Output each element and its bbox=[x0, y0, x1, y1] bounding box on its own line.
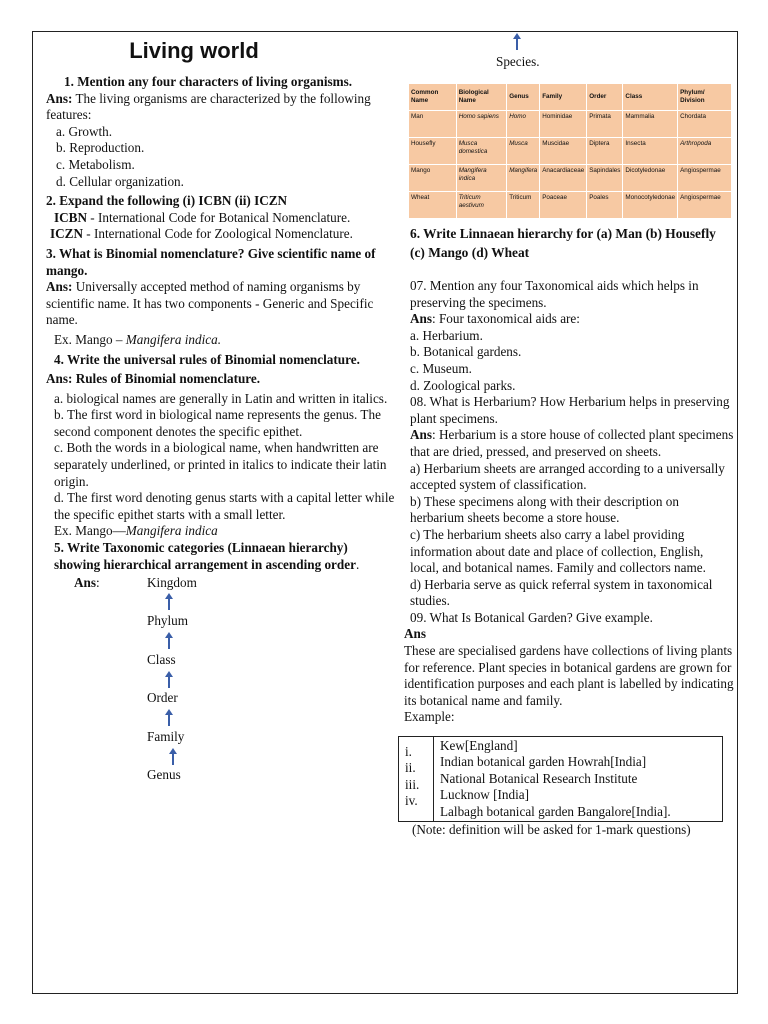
hierarchy-level-phylum: Phylum bbox=[147, 613, 189, 629]
q3-example-prefix: Ex. Mango – bbox=[54, 331, 126, 347]
q7-ans-label: Ans bbox=[410, 311, 432, 327]
garden-item: Indian botanical garden Howrah[India] bbox=[440, 754, 647, 770]
q8-question: 08. What is Herbarium? How Herbarium helps in preserving plant specimens. bbox=[410, 394, 730, 426]
q3-question: 3. What is Binomial nomenclature? Give scientific name of mango. bbox=[46, 245, 376, 278]
iczn-text: - International Code for Zoological Nomenclature. bbox=[82, 226, 353, 242]
q5-ans-colon: : bbox=[96, 575, 100, 591]
table-cell: Chordata bbox=[678, 111, 732, 138]
table-header: Biological Name bbox=[456, 84, 507, 111]
table-header: Genus bbox=[507, 84, 540, 111]
hierarchy-level-kingdom: Kingdom bbox=[147, 575, 197, 591]
q4-example-prefix: Ex. Mango— bbox=[54, 523, 126, 539]
linnaean-table bbox=[408, 83, 732, 219]
hierarchy-level-family: Family bbox=[147, 729, 185, 745]
table-cell: Mangifera bbox=[507, 165, 540, 192]
q5-question: 5. Write Taxonomic categories (Linnaean hierarchy) showing hierarchical arrangement in ascending order bbox=[54, 540, 356, 572]
table-cell: Insecta bbox=[623, 138, 678, 165]
list-numeral: iii. bbox=[405, 776, 420, 792]
table-cell: Musca domestica bbox=[456, 138, 507, 165]
q2-question: 2. Expand the following (i) ICBN (ii) ICZN bbox=[46, 193, 288, 209]
right-column bbox=[404, 83, 734, 839]
q9-ans-label: Ans bbox=[404, 626, 426, 642]
table-cell: Mango bbox=[409, 165, 457, 192]
q8-item: local, and botanical names. Family and collectors name. bbox=[410, 560, 706, 576]
q9-question: 09. What Is Botanical Garden? Give example. bbox=[410, 609, 653, 625]
q9-example-label: Example: bbox=[404, 709, 455, 725]
table-header-row bbox=[409, 84, 732, 111]
table-cell: Wheat bbox=[409, 192, 457, 219]
table-cell: Poaceae bbox=[540, 192, 587, 219]
table-cell: Homo sapiens bbox=[456, 111, 507, 138]
q7-item: b. Botanical gardens. bbox=[410, 344, 522, 360]
garden-item: Lalbagh botanical garden Bangalore[India]. bbox=[440, 803, 671, 819]
icbn-text: - International Code for Botanical Nomenclature. bbox=[86, 209, 351, 225]
page-title: Living world bbox=[129, 38, 259, 63]
q1-item: c. Metabolism. bbox=[56, 156, 135, 172]
list-numeral: i. bbox=[405, 744, 412, 760]
table-row bbox=[409, 138, 732, 165]
q8-ans-label: Ans bbox=[410, 427, 432, 443]
iczn-label: ICZN bbox=[50, 226, 83, 242]
table-cell: Man bbox=[409, 111, 457, 138]
q3-example-name: Mangifera indica. bbox=[125, 331, 222, 347]
q1-ans-label: Ans: bbox=[46, 90, 73, 106]
q2-iczn bbox=[46, 226, 396, 243]
table-row bbox=[399, 737, 723, 822]
q8-answer bbox=[410, 427, 734, 460]
q4-question: 4. Write the universal rules of Binomial nomenclature. bbox=[54, 351, 360, 367]
q9-ans-text: These are specialised gardens have collections of living plants for reference. Plant species in botanical gardens are grown for identification purposes and each plant is labelled by indicating its botanical name and family. bbox=[404, 643, 734, 708]
up-arrow-icon bbox=[164, 632, 174, 648]
table-cell: Arthropoda bbox=[678, 138, 732, 165]
q1-ans-text: The living organisms are characterized by the following features: bbox=[46, 90, 371, 123]
table-header: Phylum/ Division bbox=[678, 84, 732, 111]
q4-example bbox=[46, 523, 396, 540]
q2-icbn bbox=[46, 210, 396, 227]
table-cell: Dicotyledonae bbox=[623, 165, 678, 192]
q4-rule: d. The first word denoting genus starts with a capital letter while the specific epithet starts with a small letter. bbox=[54, 490, 395, 522]
q6-question: 6. Write Linnaean hierarchy for (a) Man (b) Housefly (c) Mango (d) Wheat bbox=[410, 226, 716, 260]
q4-ans-label: Ans bbox=[46, 371, 68, 387]
hierarchy-level-genus: Genus bbox=[147, 767, 181, 783]
table-cell: Mangifera indica bbox=[456, 165, 507, 192]
garden-item: Lucknow [India] bbox=[440, 787, 529, 803]
table-row bbox=[409, 165, 732, 192]
q5-question-end: . bbox=[355, 556, 360, 572]
table-cell: Muscidae bbox=[540, 138, 587, 165]
q7-item: a. Herbarium. bbox=[410, 327, 483, 343]
up-arrow-icon bbox=[164, 709, 174, 725]
table-cell: Hominidae bbox=[540, 111, 587, 138]
table-cell: Triticum bbox=[507, 192, 540, 219]
q7-answer bbox=[410, 311, 734, 328]
q7-ans-text: : Four taxonomical aids are: bbox=[432, 311, 580, 327]
table-header: Class bbox=[623, 84, 678, 111]
up-arrow-icon bbox=[168, 748, 178, 764]
table-cell: Sapindales bbox=[587, 165, 623, 192]
table-cell: Housefly bbox=[409, 138, 457, 165]
table-cell: Primata bbox=[587, 111, 623, 138]
botanical-gardens-table bbox=[398, 736, 723, 822]
hierarchy-level-class: Class bbox=[147, 652, 176, 668]
q8-item: d) Herbaria serve as quick referral system in taxonomical studies. bbox=[410, 576, 713, 609]
garden-item: Kew[England] bbox=[440, 738, 518, 754]
q3-ans-text: Universally accepted method of naming organisms by scientific name. It has two components - Generic and Specific name. bbox=[46, 279, 374, 328]
q7-item: c. Museum. bbox=[410, 360, 472, 376]
note: (Note: definition will be asked for 1-mark questions) bbox=[412, 822, 691, 838]
q4-rule: c. Both the words in a biological name, when handwritten are separately underlined, or printed in italics to indicate their latin origin. bbox=[54, 440, 387, 489]
table-cell: Angiospermae bbox=[678, 192, 732, 219]
up-arrow-icon bbox=[164, 593, 174, 609]
left-column bbox=[46, 36, 396, 785]
table-cell: Musca bbox=[507, 138, 540, 165]
table-row bbox=[409, 111, 732, 138]
hierarchy-level-species: Species. bbox=[496, 54, 540, 69]
up-arrow-icon bbox=[164, 671, 174, 687]
q8-ans-text: : Herbarium is a store house of collected plant specimens that are dried, pressed, and preserved on sheets. bbox=[410, 427, 734, 459]
q4-answer bbox=[46, 371, 396, 388]
table-cell: Mammalia bbox=[623, 111, 678, 138]
q8-item: c) The herbarium sheets also carry a label providing information about date and place of collection, English, bbox=[410, 526, 704, 559]
table-row bbox=[409, 192, 732, 219]
table-header: Order bbox=[587, 84, 623, 111]
table-cell: Poales bbox=[587, 192, 623, 219]
q8-item: a) Herbarium sheets are arranged according to a universally accepted system of classification. bbox=[410, 460, 725, 493]
q3-ans-label: Ans: bbox=[46, 279, 73, 295]
q1-question: 1. Mention any four characters of living organisms. bbox=[64, 74, 353, 89]
garden-item: National Botanical Research Institute bbox=[440, 770, 638, 786]
table-cell: Triticum aestivum bbox=[456, 192, 507, 219]
list-numeral: iv. bbox=[405, 793, 418, 809]
numerals-cell bbox=[399, 737, 434, 822]
table-cell: Anacardiaceae bbox=[540, 165, 587, 192]
table-header: Family bbox=[540, 84, 587, 111]
q1-item: b. Reproduction. bbox=[56, 140, 145, 156]
table-cell: Homo bbox=[507, 111, 540, 138]
up-arrow-icon bbox=[512, 33, 522, 55]
hierarchy-diagram bbox=[46, 575, 396, 785]
table-cell: Diptera bbox=[587, 138, 623, 165]
q8-item: b) These specimens along with their description on herbarium sheets become a store house. bbox=[410, 493, 679, 526]
q7-item: d. Zoological parks. bbox=[410, 377, 516, 393]
list-numeral: ii. bbox=[405, 760, 416, 776]
icbn-label: ICBN bbox=[54, 209, 87, 225]
q5-ans-label: Ans bbox=[74, 575, 96, 591]
q4-rule: a. biological names are generally in Latin and written in italics. bbox=[54, 390, 388, 406]
table-header: Common Name bbox=[409, 84, 457, 111]
q4-example-name: Mangifera indica bbox=[125, 523, 218, 539]
q1-item: d. Cellular organization. bbox=[56, 173, 184, 189]
q5-question-block bbox=[46, 540, 396, 573]
q7-question: 07. Mention any four Taxonomical aids which helps in preserving the specimens. bbox=[410, 278, 699, 310]
table-cell: Angiospermae bbox=[678, 165, 732, 192]
q4-rule: b. The first word in biological name represents the genus. The second component denotes the specific epithet. bbox=[54, 407, 381, 439]
hierarchy-level-order: Order bbox=[147, 690, 178, 706]
q1-answer bbox=[46, 91, 396, 124]
q4-ans-text: : Rules of Binomial nomenclature. bbox=[68, 371, 261, 387]
q3-example bbox=[46, 332, 396, 349]
gardens-cell bbox=[434, 737, 723, 822]
q1-item: a. Growth. bbox=[56, 123, 113, 139]
q3-answer bbox=[46, 279, 396, 329]
table-cell: Monocotyledonae bbox=[623, 192, 678, 219]
